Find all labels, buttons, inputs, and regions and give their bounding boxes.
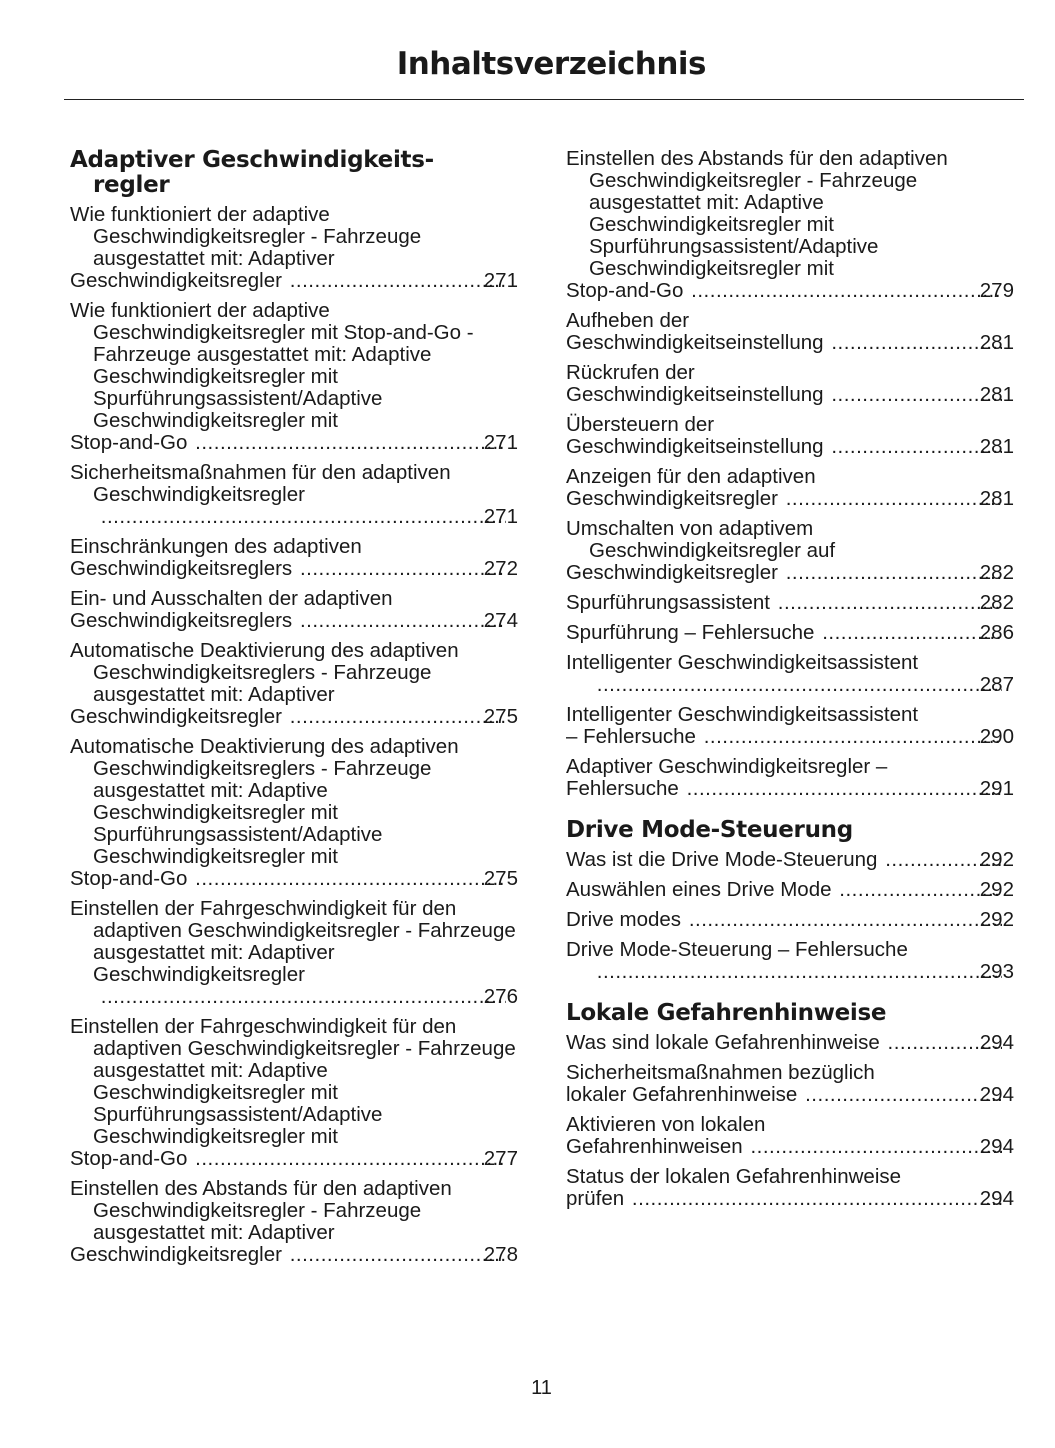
entry-title: Intelligenter Geschwindigkeitsassistent <box>566 703 919 726</box>
entry-title: Wie funktioniert der adaptive Geschwindigkeitsregler mit Stop-and-Go - Fahrzeuge ausgestattet mit: Adaptive Geschwindigkeitsregler mit Spurführungsassistent/Adaptive Geschwindigkeitsregler mit <box>70 299 474 432</box>
entry-title: Automatische Deaktivierung des adaptiven Geschwindigkeitsreglers - Fahrzeuge ausgestattet mit: Adaptive Geschwindigkeitsregler mit Spurführungsassistent/Adaptive Geschwindigkeitsregler mit <box>70 735 459 868</box>
entry-last-line <box>93 506 518 528</box>
entry-title-end: Spurführungsassistent <box>566 591 770 614</box>
dot-leader <box>749 1136 1002 1158</box>
entry-title: Sicherheitsmaßnahmen für den adaptiven Geschwindigkeitsregler <box>70 461 451 506</box>
dot-leader <box>298 558 506 580</box>
toc-section <box>566 1001 1014 1210</box>
entry-title-end: Gefahrenhinweisen <box>566 1135 743 1158</box>
toc-entry[interactable] <box>70 300 518 454</box>
dot-leader <box>193 1148 505 1170</box>
dot-leader <box>595 674 1002 696</box>
toc-entry[interactable] <box>566 518 1014 584</box>
toc-entry[interactable] <box>70 462 518 528</box>
toc-entry[interactable] <box>566 909 1014 931</box>
entry-last-line <box>70 867 518 890</box>
page-ref: 281 <box>979 331 1014 354</box>
toc-section <box>566 148 1014 800</box>
toc-entry[interactable] <box>566 704 1014 748</box>
entry-title-end: Spurführung – Fehlersuche <box>566 621 815 644</box>
page-ref: 271 <box>483 431 518 454</box>
entry-title: Sicherheitsmaßnahmen bezüglich <box>566 1061 875 1084</box>
entry-last-line <box>566 279 1014 302</box>
section-title: Lokale Gefahrenhinweise <box>566 1000 887 1026</box>
entry-title: Anzeigen für den adaptiven <box>566 465 816 488</box>
dot-leader <box>784 488 1002 510</box>
page-ref: 290 <box>979 725 1014 748</box>
entry-last-line <box>566 435 1014 458</box>
entry-last-line <box>566 725 1014 748</box>
entry-last-line <box>566 848 1014 871</box>
toc-entry[interactable] <box>566 622 1014 644</box>
page-ref: 291 <box>979 777 1014 800</box>
toc-entry[interactable] <box>70 588 518 632</box>
entry-title: Aktivieren von lokalen <box>566 1113 766 1136</box>
dot-leader <box>830 384 1002 406</box>
page-ref: 279 <box>979 279 1014 302</box>
entry-last-line <box>70 1147 518 1170</box>
toc-entry[interactable] <box>70 898 518 1008</box>
entry-last-line <box>566 331 1014 354</box>
dot-leader <box>838 879 1002 901</box>
dot-leader <box>193 432 505 454</box>
entry-last-line <box>70 1243 518 1266</box>
dot-leader <box>687 909 1002 931</box>
entry-last-line <box>589 961 1014 983</box>
entry-title: Automatische Deaktivierung des adaptiven Geschwindigkeitsreglers - Fahrzeuge ausgestattet mit: Adaptiver <box>70 639 459 706</box>
entry-last-line <box>566 1187 1014 1210</box>
toc-entry[interactable] <box>566 1166 1014 1210</box>
toc-column-left <box>70 148 518 1284</box>
entry-title-end: Geschwindigkeitsreglers <box>70 609 293 632</box>
entry-title: Einstellen des Abstands für den adaptiven Geschwindigkeitsregler - Fahrzeuge ausgestattet mit: Adaptive Geschwindigkeitsregler mit Spurführungsassistent/Adaptive Geschwindigkeitsregler mit <box>566 147 948 280</box>
dot-leader <box>288 270 506 292</box>
entry-title: Einschränkungen des adaptiven <box>70 535 362 558</box>
entry-title: Übersteuern der <box>566 413 715 436</box>
entry-last-line <box>566 1135 1014 1158</box>
dot-leader <box>830 436 1002 458</box>
page-ref: 277 <box>483 1147 518 1170</box>
title-divider <box>64 99 1024 100</box>
dot-leader <box>776 592 1002 614</box>
entry-last-line <box>566 878 1014 901</box>
dot-leader <box>595 961 1002 983</box>
entry-title-end: Was sind lokale Gefahrenhinweise <box>566 1031 880 1054</box>
page-ref: 287 <box>979 673 1014 696</box>
dot-leader <box>99 986 506 1008</box>
entry-title-end: Geschwindigkeitseinstellung <box>566 331 824 354</box>
toc-entry[interactable] <box>566 756 1014 800</box>
entry-last-line <box>589 674 1014 696</box>
page-number: 11 <box>531 1377 552 1399</box>
dot-leader <box>99 506 506 528</box>
entry-title-end: Geschwindigkeitseinstellung <box>566 383 824 406</box>
page-ref: 276 <box>483 985 518 1008</box>
entry-title-end: prüfen <box>566 1187 625 1210</box>
entry-title-end: Geschwindigkeitsreglers <box>70 557 293 580</box>
dot-leader <box>288 1244 506 1266</box>
toc-entry[interactable] <box>566 466 1014 510</box>
toc-entry[interactable] <box>566 849 1014 871</box>
toc-entry[interactable] <box>566 362 1014 406</box>
page-ref: 281 <box>979 383 1014 406</box>
entry-title-end: Stop-and-Go <box>566 279 684 302</box>
page-ref: 274 <box>483 609 518 632</box>
entry-title: Umschalten von adaptivem Geschwindigkeitsregler auf <box>566 517 836 562</box>
entry-title-end: Geschwindigkeitsregler <box>70 705 282 728</box>
dot-leader <box>685 778 1002 800</box>
toc-entry[interactable] <box>70 1016 518 1170</box>
page-ref: 281 <box>979 435 1014 458</box>
entry-last-line <box>566 383 1014 406</box>
page-ref: 281 <box>979 487 1014 510</box>
entry-last-line <box>70 609 518 632</box>
entry-title: Drive Mode-Steuerung – Fehlersuche <box>566 938 908 961</box>
page-ref: 292 <box>979 878 1014 901</box>
toc-section <box>70 148 518 1266</box>
toc-entry[interactable] <box>566 939 1014 983</box>
entry-title-end: Was ist die Drive Mode-Steuerung <box>566 848 878 871</box>
entry-title-end: Geschwindigkeitsregler <box>70 269 282 292</box>
entry-last-line <box>566 621 1014 644</box>
toc-section <box>566 818 1014 983</box>
page-ref: 294 <box>979 1083 1014 1106</box>
entry-title-end: Stop-and-Go <box>70 867 188 890</box>
dot-leader <box>193 868 505 890</box>
dot-leader <box>630 1188 1002 1210</box>
entry-title: Wie funktioniert der adaptive Geschwindigkeitsregler - Fahrzeuge ausgestattet mit: Adaptiver <box>70 203 422 270</box>
entry-title-end: lokaler Gefahrenhinweise <box>566 1083 798 1106</box>
page-ref: 271 <box>483 269 518 292</box>
entry-title-end: Geschwindigkeitsregler <box>566 561 778 584</box>
toc-entry[interactable] <box>566 414 1014 458</box>
dot-leader <box>803 1084 1001 1106</box>
toc-entry[interactable] <box>70 640 518 728</box>
dot-leader <box>784 562 1002 584</box>
entry-last-line <box>566 561 1014 584</box>
entry-title-end: Geschwindigkeitseinstellung <box>566 435 824 458</box>
entry-title: Einstellen der Fahrgeschwindigkeit für den adaptiven Geschwindigkeitsregler - Fahrzeuge ausgestattet mit: Adaptiver Geschwindigkeitsregler <box>70 897 516 986</box>
page-ref: 292 <box>979 908 1014 931</box>
entry-title-end: Fehlersuche <box>566 777 679 800</box>
page-ref: 271 <box>483 505 518 528</box>
dot-leader <box>702 726 1002 748</box>
toc-entry[interactable] <box>70 736 518 890</box>
toc-entry[interactable] <box>566 310 1014 354</box>
toc-entry[interactable] <box>566 1032 1014 1054</box>
page-ref: 292 <box>979 848 1014 871</box>
entry-title-end: Geschwindigkeitsregler <box>70 1243 282 1266</box>
page-ref: 286 <box>979 621 1014 644</box>
entry-title-end: Stop-and-Go <box>70 431 188 454</box>
toc-entry[interactable] <box>566 1114 1014 1158</box>
entry-title-end: Drive modes <box>566 908 682 931</box>
dot-leader <box>689 280 1001 302</box>
toc-entry[interactable] <box>70 204 518 292</box>
page-ref: 275 <box>483 705 518 728</box>
entry-title: Ein- und Ausschalten der adaptiven <box>70 587 393 610</box>
dot-leader <box>298 610 506 632</box>
toc-entry[interactable] <box>566 652 1014 696</box>
entry-last-line <box>566 908 1014 931</box>
toc-entry[interactable] <box>566 1062 1014 1106</box>
entry-last-line <box>70 557 518 580</box>
page-ref: 272 <box>483 557 518 580</box>
section-title: Adaptiver Geschwindigkeits- regler <box>70 147 434 198</box>
dot-leader <box>830 332 1002 354</box>
page-ref: 294 <box>979 1187 1014 1210</box>
entry-title: Einstellen der Fahrgeschwindigkeit für den adaptiven Geschwindigkeitsregler - Fahrzeuge ausgestattet mit: Adaptive Geschwindigkeitsregler mit Spurführungsassistent/Adaptive Geschwindigkeitsregler mit <box>70 1015 516 1148</box>
entry-title: Adaptiver Geschwindigkeitsregler – <box>566 755 888 778</box>
entry-title: Intelligenter Geschwindigkeitsassistent <box>566 651 919 674</box>
page-ref: 275 <box>483 867 518 890</box>
entry-title-end: Auswählen eines Drive Mode <box>566 878 832 901</box>
entry-last-line <box>566 777 1014 800</box>
entry-last-line <box>566 487 1014 510</box>
page-title: Inhaltsverzeichnis <box>396 46 706 82</box>
page-ref: 282 <box>979 591 1014 614</box>
toc-entry[interactable] <box>566 592 1014 614</box>
section-title: Drive Mode-Steuerung <box>566 817 853 843</box>
dot-leader <box>288 706 506 728</box>
page-ref: 293 <box>979 960 1014 983</box>
page-ref: 278 <box>483 1243 518 1266</box>
toc-column-right <box>566 148 1014 1228</box>
entry-last-line <box>566 1083 1014 1106</box>
entry-title: Status der lokalen Gefahrenhinweise <box>566 1165 902 1188</box>
entry-title: Einstellen des Abstands für den adaptiven Geschwindigkeitsregler - Fahrzeuge ausgestattet mit: Adaptiver <box>70 1177 452 1244</box>
toc-entry[interactable] <box>566 879 1014 901</box>
toc-entry[interactable] <box>70 536 518 580</box>
entry-last-line <box>566 1031 1014 1054</box>
entry-last-line <box>70 705 518 728</box>
entry-last-line <box>93 986 518 1008</box>
entry-last-line <box>566 591 1014 614</box>
page-ref: 282 <box>979 561 1014 584</box>
entry-last-line <box>70 269 518 292</box>
page-ref: 294 <box>979 1031 1014 1054</box>
entry-last-line <box>70 431 518 454</box>
entry-title-end: Geschwindigkeitsregler <box>566 487 778 510</box>
dot-leader <box>820 622 1001 644</box>
entry-title: Aufheben der <box>566 309 690 332</box>
toc-entry[interactable] <box>70 1178 518 1266</box>
entry-title-end: Stop-and-Go <box>70 1147 188 1170</box>
page-ref: 294 <box>979 1135 1014 1158</box>
toc-entry[interactable] <box>566 148 1014 302</box>
entry-title: Rückrufen der <box>566 361 695 384</box>
entry-title-end: – Fehlersuche <box>566 725 696 748</box>
